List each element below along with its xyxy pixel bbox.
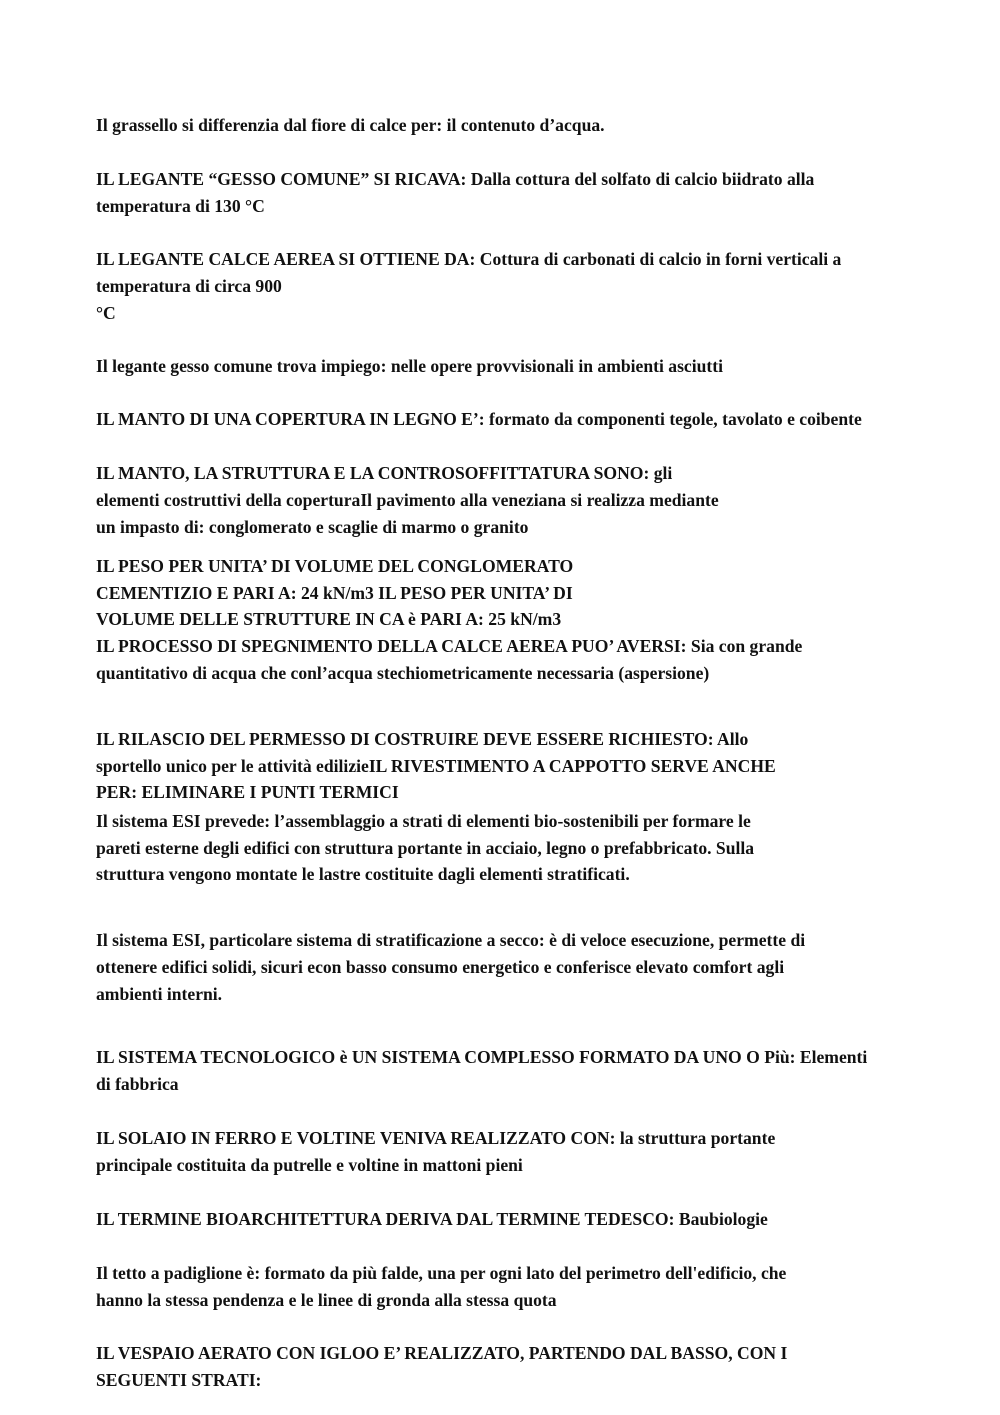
- text-line: IL LEGANTE “GESSO COMUNE” SI RICAVA: Dalla cottura del solfato di calcio biidrato alla: [96, 169, 815, 189]
- text-line: Il sistema ESI, particolare sistema di stratificazione a secco: è di veloce esecuzione, permette di: [96, 930, 806, 950]
- text-line: IL SISTEMA TECNOLOGICO è UN SISTEMA COMPLESSO FORMATO DA UNO O Più: Elementi: [96, 1047, 868, 1067]
- text-line: IL MANTO DI UNA COPERTURA IN LEGNO E’: formato da componenti tegole, tavolato e coibente: [96, 409, 862, 429]
- text-line: Il tetto a padiglione è: formato da più falde, una per ogni lato del perimetro dell'edificio, che: [96, 1263, 787, 1283]
- text-line: CEMENTIZIO E PARI A: 24 kN/m3 IL PESO PER UNITA’ DI: [96, 583, 573, 603]
- text-line: ambienti interni.: [96, 984, 223, 1004]
- text-line: temperatura di circa 900: [96, 276, 282, 296]
- text-line: Il grassello si differenzia dal fiore di calce per: il contenuto d’acqua.: [96, 115, 605, 135]
- text-line: IL VESPAIO AERATO CON IGLOO E’ REALIZZATO, PARTENDO DAL BASSO, CON I: [96, 1343, 788, 1363]
- text-line: IL SOLAIO IN FERRO E VOLTINE VENIVA REALIZZATO CON: la struttura portante: [96, 1128, 776, 1148]
- text-line: ottenere edifici solidi, sicuri econ basso consumo energetico e conferisce elevato comfort agli: [96, 957, 785, 977]
- text-line: °C: [96, 303, 116, 323]
- text-line: IL RILASCIO DEL PERMESSO DI COSTRUIRE DEVE ESSERE RICHIESTO: Allo: [96, 729, 749, 749]
- text-line: IL PESO PER UNITA’ DI VOLUME DEL CONGLOMERATO: [96, 556, 574, 576]
- text-line: struttura vengono montate le lastre costituite dagli elementi stratificati.: [96, 864, 630, 884]
- text-line: IL LEGANTE CALCE AEREA SI OTTIENE DA: Cottura di carbonati di calcio in forni verticali a: [96, 249, 842, 269]
- text-line: pareti esterne degli edifici con struttura portante in acciaio, legno o prefabbricato. Sulla: [96, 838, 755, 858]
- text-line: quantitativo di acqua che conl’acqua stechiometricamente necessaria (aspersione): [96, 663, 710, 683]
- text-line: Il legante gesso comune trova impiego: nelle opere provvisionali in ambienti asciutti: [96, 356, 724, 376]
- text-line: Il sistema ESI prevede: l’assemblaggio a strati di elementi bio-sostenibili per formare le: [96, 811, 751, 831]
- text-line: temperatura di 130 °C: [96, 196, 265, 216]
- text-line: SEGUENTI STRATI:: [96, 1370, 262, 1390]
- text-line: di fabbrica: [96, 1074, 179, 1094]
- text-line: PER: ELIMINARE I PUNTI TERMICI: [96, 782, 399, 802]
- text-line: elementi costruttivi della coperturaIl pavimento alla veneziana si realizza mediante: [96, 490, 719, 510]
- text-line: VOLUME DELLE STRUTTURE IN CA è PARI A: 25 kN/m3: [96, 609, 562, 629]
- text-line: IL MANTO, LA STRUTTURA E LA CONTROSOFFITTATURA SONO: gli: [96, 463, 673, 483]
- text-line: principale costituita da putrelle e voltine in mattoni pieni: [96, 1155, 523, 1175]
- text-line: hanno la stessa pendenza e le linee di gronda alla stessa quota: [96, 1290, 557, 1310]
- text-line: sportello unico per le attività edilizieIL RIVESTIMENTO A CAPPOTTO SERVE ANCHE: [96, 756, 776, 776]
- text-line: IL PROCESSO DI SPEGNIMENTO DELLA CALCE AEREA PUO’ AVERSI: Sia con grande: [96, 636, 803, 656]
- text-line: un impasto di: conglomerato e scaglie di marmo o granito: [96, 517, 529, 537]
- text-line: IL TERMINE BIOARCHITETTURA DERIVA DAL TERMINE TEDESCO: Baubiologie: [96, 1209, 768, 1229]
